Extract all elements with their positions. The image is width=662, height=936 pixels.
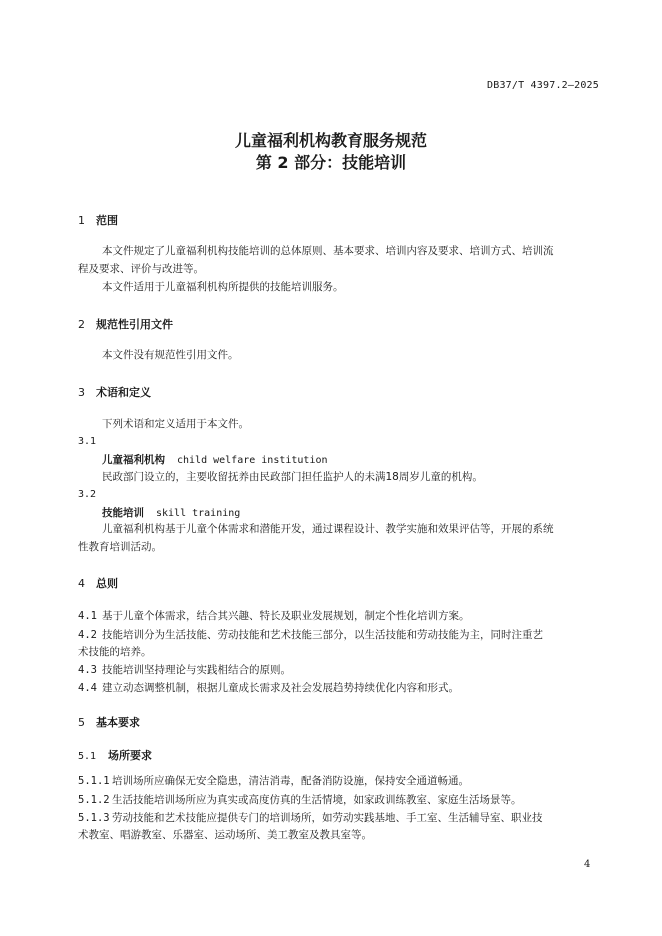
- section-1-paragraph-1: 本文件规定了儿童福利机构技能培训的总体原则、基本要求、培训内容及要求、培训方式、培训流: [102, 245, 554, 257]
- subsection-5-1-heading: 5.1 场所要求: [78, 749, 152, 762]
- term-3-2-number: 3.2: [78, 489, 97, 500]
- section-4-heading: 4 总则: [78, 577, 118, 590]
- section-2-heading: 2 规范性引用文件: [78, 318, 173, 331]
- term-3-1-number: 3.1: [78, 436, 97, 447]
- clause-4-3: 4.3 技能培训坚持理论与实践相结合的原则。: [78, 664, 291, 676]
- section-2-paragraph: 本文件没有规范性引用文件。: [102, 349, 239, 361]
- clause-5-1-1: 5.1.1 培训场所应确保无安全隐患，清洁消毒，配备消防设施，保持安全通道畅通。: [78, 775, 469, 787]
- term-3-1: 儿童福利机构 child welfare institution: [102, 454, 328, 466]
- standard-number: DB37/T 4397.2—2025: [487, 80, 599, 91]
- term-3-2: 技能培训 skill training: [102, 507, 241, 519]
- section-1-paragraph-1-cont: 程及要求、评价与改进等。: [78, 263, 204, 275]
- section-3-heading: 3 术语和定义: [78, 386, 151, 399]
- clause-4-1: 4.1 基于儿童个体需求，结合其兴趣、特长及职业发展规划，制定个性化培训方案。: [78, 610, 470, 622]
- clause-4-2: 4.2 技能培训分为生活技能、劳动技能和艺术技能三部分，以生活技能和劳动技能为主，同时注重艺: [78, 629, 543, 641]
- section-1-paragraph-2: 本文件适用于儿童福利机构所提供的技能培训服务。: [102, 281, 344, 293]
- section-1-heading: 1 范围: [78, 214, 118, 227]
- document-subtitle: 第 2 部分：技能培训: [255, 153, 407, 172]
- clause-4-4: 4.4 建立动态调整机制，根据儿童成长需求及社会发展趋势持续优化内容和形式。: [78, 682, 459, 694]
- term-3-1-definition: 民政部门设立的，主要收留抚养由民政部门担任监护人的未满18周岁儿童的机构。: [102, 471, 483, 483]
- clause-5-1-3-cont: 术教室、唱游教室、乐器室、运动场所、美工教室及教具室等。: [78, 829, 372, 841]
- clause-4-2-cont: 术技能的培养。: [78, 646, 152, 658]
- term-3-2-definition: 儿童福利机构基于儿童个体需求和潜能开发，通过课程设计、教学实施和效果评估等，开展的系统: [102, 523, 554, 535]
- term-3-2-definition-cont: 性教育培训活动。: [78, 541, 162, 553]
- page-number: 4: [584, 859, 591, 870]
- section-3-intro: 下列术语和定义适用于本文件。: [102, 418, 249, 430]
- section-5-heading: 5 基本要求: [78, 716, 140, 729]
- clause-5-1-2: 5.1.2 生活技能培训场所应为真实或高度仿真的生活情境，如家政训练教室、家庭生活场景等。: [78, 794, 522, 806]
- document-title: 儿童福利机构教育服务规范: [234, 131, 427, 150]
- clause-5-1-3: 5.1.3 劳动技能和艺术技能应提供专门的培训场所，如劳动实践基地、手工室、生活辅导室、职业技: [78, 812, 543, 824]
